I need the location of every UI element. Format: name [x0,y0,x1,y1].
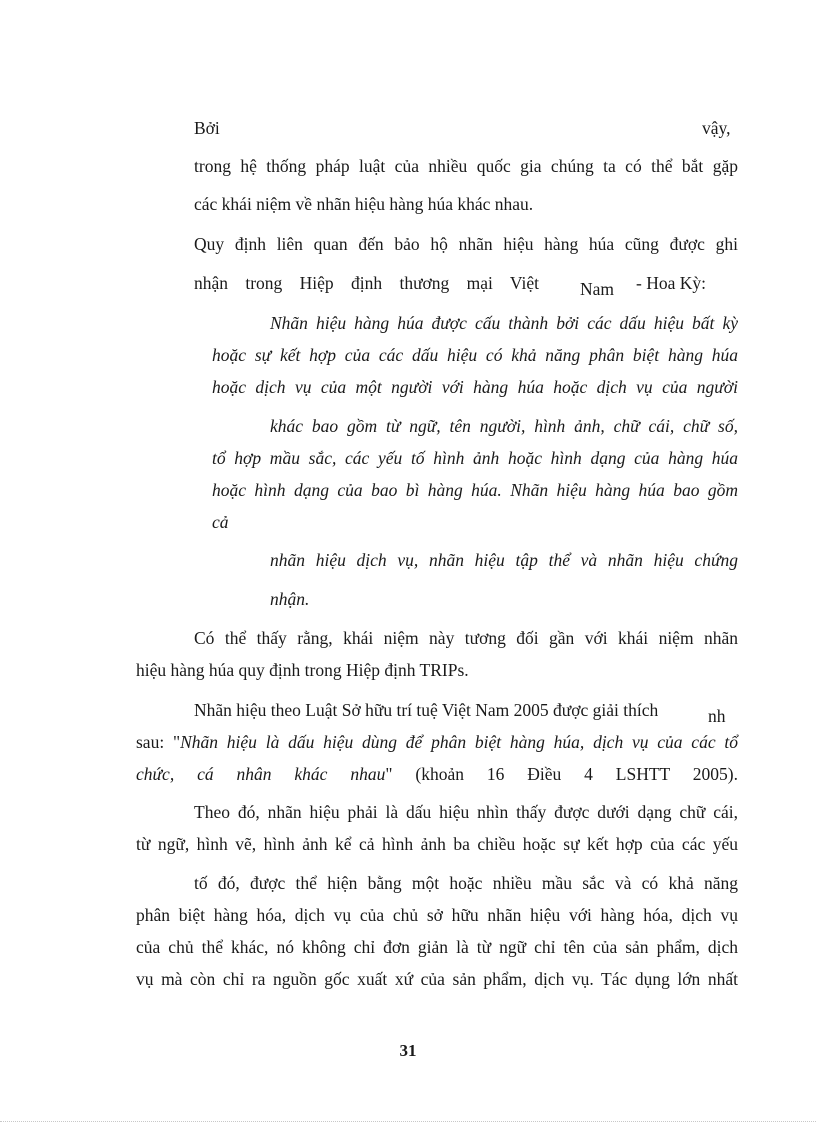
text-line: hiệu hàng húa quy định trong Hiệp định TRIPs. [136,660,469,680]
quote-line: nhận. [270,589,310,609]
text-line: vụ mà còn chỉ ra nguồn gốc xuất xứ của sản phẩm, dịch vụ. Tác dụng lớn nhất [136,969,738,989]
text-line: nhận trong Hiệp định thương mại Việt [194,273,539,293]
text-line: của chủ thể khác, nó không chỉ đơn giản là từ ngữ chỉ tên của sản phẩm, dịch [136,937,738,957]
quote-line: hoặc sự kết hợp của các dấu hiệu có khả năng phân biệt hàng húa [212,345,738,365]
text-line: - Hoa Kỳ: [636,273,706,293]
quote-line: hoặc hình dạng của bao bì hàng húa. Nhãn hiệu hàng húa bao gồm [212,480,738,500]
text-line: tố đó, được thể hiện bằng một hoặc nhiều mầu sắc và có khả năng [194,873,738,893]
page-edge-divider [0,1121,816,1122]
text-line: Có thể thấy rằng, khái niệm này tương đối gần với khái niệm nhãn [194,628,738,648]
text-line: Theo đó, nhãn hiệu phải là dấu hiệu nhìn thấy được dưới dạng chữ cái, [194,802,738,822]
quote-line: hoặc dịch vụ của một người với hàng húa hoặc dịch vụ của người [212,377,738,397]
quote-line: cả [212,512,229,532]
quote-line: tổ hợp mầu sắc, các yếu tố hình ảnh hoặc hình dạng của hàng húa [212,448,738,468]
text-line: Nhãn hiệu theo Luật Sở hữu trí tuệ Việt Nam 2005 được giải thích [194,700,659,720]
text-line: các khái niệm về nhãn hiệu hàng húa khác nhau. [194,194,534,214]
text-line: Quy định liên quan đến bảo hộ nhãn hiệu hàng húa cũng được ghi [194,234,738,254]
quote-line: khác bao gồm từ ngữ, tên người, hình ảnh, chữ cái, chữ số, [270,416,738,436]
definition-quote: chức, cá nhân khác nhau [136,764,386,784]
text-line: từ ngữ, hình vẽ, hình ảnh kể cả hình ảnh ba chiều hoặc sự kết hợp của các yếu [136,834,738,854]
page-number: 31 [399,1041,417,1060]
quote-line: nhãn hiệu dịch vụ, nhãn hiệu tập thể và nhãn hiệu chứng [270,550,738,570]
text-line-subscript: Nam [580,279,615,299]
quote-mark: sau: " [136,732,181,752]
text-line [136,731,738,753]
text-line [136,763,738,785]
citation: " (khoản 16 Điều 4 LSHTT 2005). [385,764,738,784]
quote-line: Nhãn hiệu hàng húa được cấu thành bởi các dấu hiệu bất kỳ [270,313,738,333]
text-line: vậy, [702,118,731,138]
definition-quote: Nhãn hiệu là dấu hiệu dùng để phân biệt hàng húa, dịch vụ của các tổ [180,732,738,752]
text-line-subscript: nh [708,706,726,726]
text-line: trong hệ thống pháp luật của nhiều quốc gia chúng ta có thể bắt gặp [194,156,738,176]
text-line: Bởi [194,118,220,138]
text-line: phân biệt hàng hóa, dịch vụ của chủ sở hữu nhãn hiệu với hàng hóa, dịch vụ [136,905,738,925]
